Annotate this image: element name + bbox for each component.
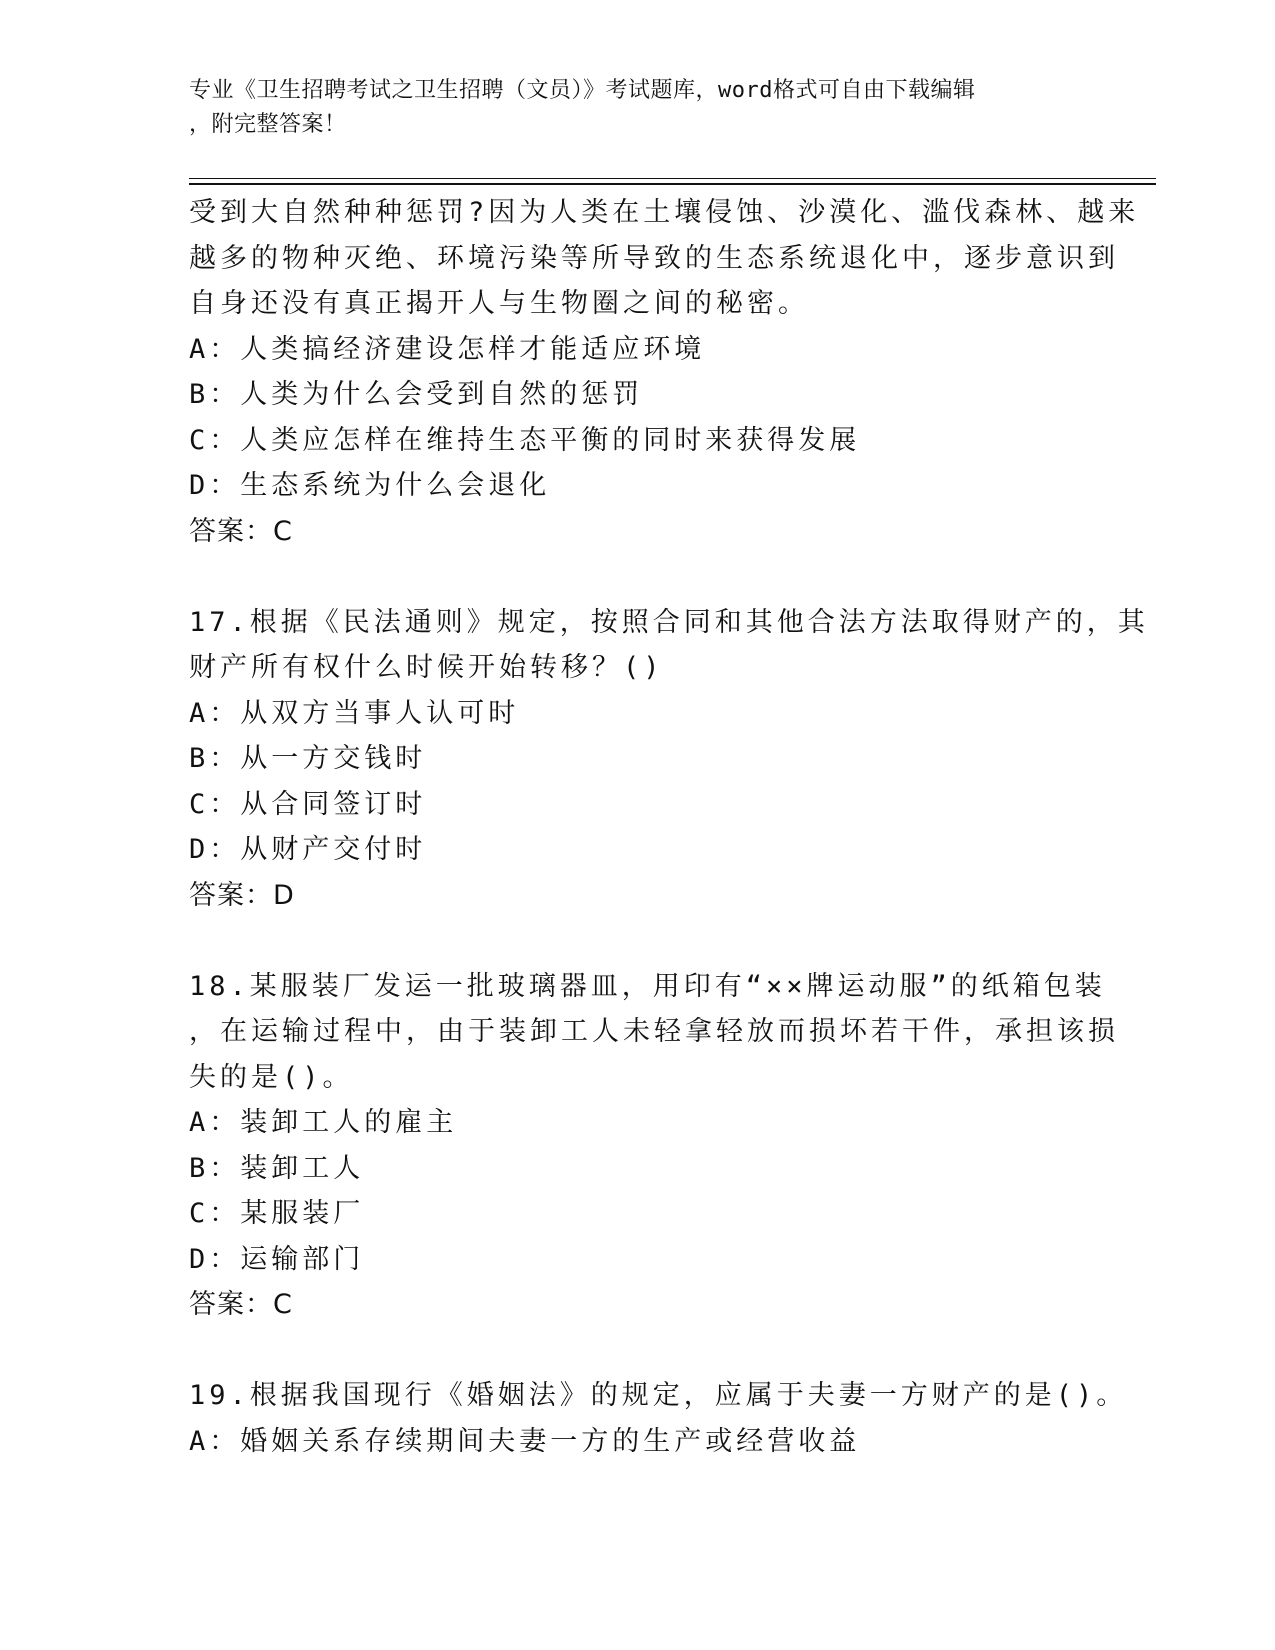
header-line: 专业《卫生招聘考试之卫生招聘（文员）》考试题库，word格式可自由下载编辑 — [189, 78, 976, 103]
option-b: B：装卸工人 — [189, 1152, 365, 1184]
option-a: A：装卸工人的雇主 — [189, 1107, 458, 1138]
spacer — [189, 918, 1089, 964]
header-divider — [189, 178, 1156, 179]
question-stem-line: 19.根据我国现行《婚姻法》的规定，应属于夫妻一方财产的是()。 — [189, 1380, 1128, 1411]
question-stem-line: 财产所有权什么时候开始转移？() — [189, 652, 664, 683]
header-divider — [189, 183, 1156, 185]
answer-line: 答案：D — [189, 879, 295, 911]
question-16 — [189, 190, 1140, 554]
document-body — [189, 190, 1149, 1464]
question-stem-line: 18.某服装厂发运一批玻璃器皿，用印有“××牌运动服”的纸箱包装 — [189, 970, 1106, 1002]
question-19 — [189, 1373, 1128, 1464]
answer-line: 答案：C — [189, 1289, 293, 1320]
document-header — [189, 74, 1089, 142]
option-b: B：从一方交钱时 — [189, 743, 427, 774]
option-c: C：人类应怎样在维持生态平衡的同时来获得发展 — [189, 424, 861, 456]
question-stem-line: 越多的物种灭绝、环境污染等所导致的生态系统退化中，逐步意识到 — [189, 242, 1119, 274]
option-a: A：人类搞经济建设怎样才能适应环境 — [189, 333, 706, 365]
header-line: ，附完整答案！ — [189, 112, 347, 137]
question-stem-line: ，在运输过程中，由于装卸工人未轻拿轻放而损坏若干件，承担该损 — [189, 1016, 1119, 1047]
question-17 — [189, 600, 1149, 919]
question-stem-line: 自身还没有真正揭开人与生物圈之间的秘密。 — [189, 288, 809, 319]
question-stem-line: 失的是()。 — [189, 1061, 354, 1093]
option-c: C：从合同签订时 — [189, 788, 427, 820]
spacer — [189, 1328, 1089, 1374]
question-stem-line: 17.根据《民法通则》规定，按照合同和其他合法方法取得财产的，其 — [189, 606, 1149, 638]
option-d: D：生态系统为什么会退化 — [189, 470, 551, 501]
option-c: C：某服装厂 — [189, 1198, 365, 1229]
question-18 — [189, 964, 1119, 1328]
option-d: D：运输部门 — [189, 1243, 365, 1275]
option-d: D：从财产交付时 — [189, 834, 427, 865]
question-stem-line: 受到大自然种种惩罚?因为人类在土壤侵蚀、沙漠化、滥伐森林、越来 — [189, 197, 1140, 228]
option-a: A：从双方当事人认可时 — [189, 697, 520, 729]
option-b: B：人类为什么会受到自然的惩罚 — [189, 379, 644, 410]
option-a: A：婚姻关系存续期间夫妻一方的生产或经营收益 — [189, 1425, 861, 1457]
spacer — [189, 554, 1089, 600]
answer-line: 答案：C — [189, 515, 293, 547]
